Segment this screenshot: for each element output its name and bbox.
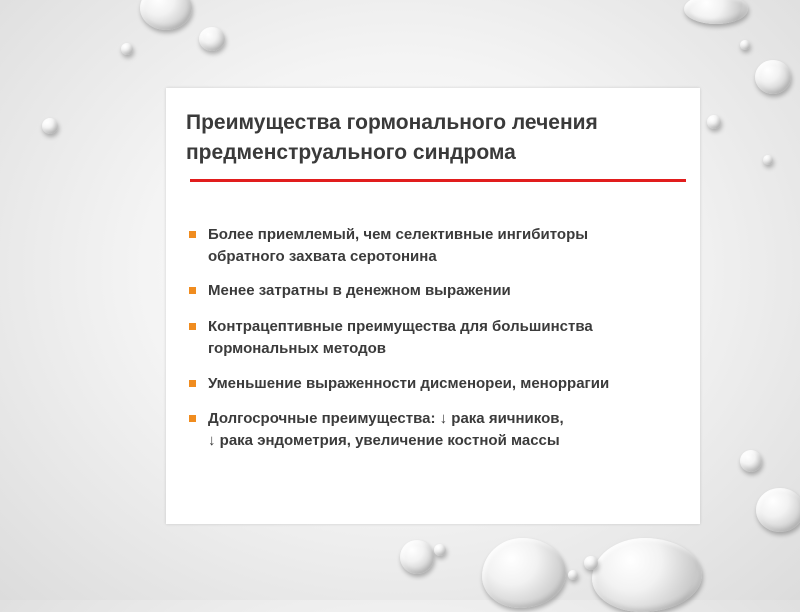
square-bullet-icon (189, 380, 196, 387)
bullet-item (184, 224, 684, 268)
bullet-text: Более приемлемый, чем селективные ингибиторы (208, 226, 589, 243)
title-underline (190, 179, 686, 182)
square-bullet-icon (189, 415, 196, 422)
water-drop (434, 544, 446, 556)
water-drop (755, 60, 791, 94)
bullet-text: Уменьшение выраженности дисменореи, меноррагии (208, 375, 610, 392)
water-drop (199, 27, 225, 51)
water-drop (42, 118, 58, 134)
bullet-item (184, 316, 684, 360)
water-drop (482, 538, 566, 608)
square-bullet-icon (189, 323, 196, 330)
bullet-text: гормональных методов (208, 340, 387, 357)
water-drop (756, 488, 800, 532)
slide-title-line: предменструального синдрома (186, 141, 516, 164)
water-drop (740, 40, 750, 50)
bullet-text: ↓ рака эндометрия, увеличение костной массы (208, 432, 560, 449)
slide-card (166, 88, 700, 524)
bullet-text: Менее затратны в денежном выражении (208, 282, 511, 299)
bullet-item (184, 373, 684, 395)
slide-title-line: Преимущества гормонального лечения (186, 111, 598, 134)
square-bullet-icon (189, 231, 196, 238)
bullet-text: Контрацептивные преимущества для большинства (208, 318, 593, 335)
water-drop (400, 540, 434, 574)
bullet-text: Долгосрочные преимущества: ↓ рака яичников, (208, 410, 564, 427)
bullet-item (184, 408, 684, 452)
slide-title (186, 108, 686, 168)
water-drop (740, 450, 762, 472)
bullet-list (184, 224, 684, 452)
water-drop (584, 556, 598, 570)
bullet-text: обратного захвата серотонина (208, 248, 437, 265)
water-drop (121, 43, 133, 55)
water-drop (684, 0, 748, 24)
water-drop (763, 155, 773, 165)
water-drop (140, 0, 192, 30)
water-drop (592, 538, 702, 612)
square-bullet-icon (189, 287, 196, 294)
water-drop (568, 570, 578, 580)
water-drop (707, 115, 721, 129)
bullet-item (184, 280, 684, 302)
